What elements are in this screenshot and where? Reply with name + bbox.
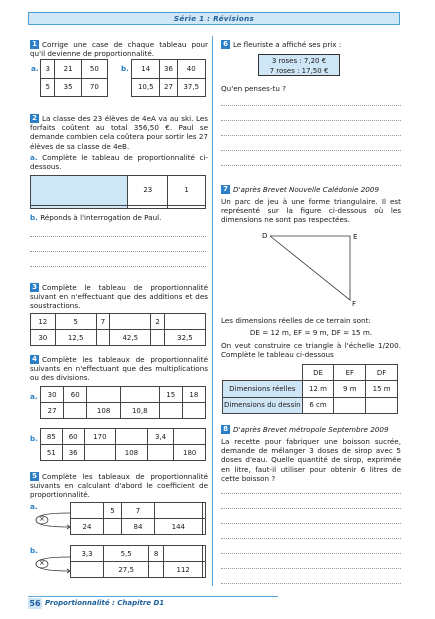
answer-line[interactable] bbox=[221, 165, 401, 166]
answer-line[interactable] bbox=[221, 493, 401, 494]
table-cell[interactable]: 5 bbox=[103, 503, 121, 519]
table-cell[interactable]: 7 bbox=[122, 503, 155, 519]
table-cell[interactable]: 112 bbox=[164, 562, 203, 578]
table-cell[interactable] bbox=[164, 314, 205, 330]
table-cell[interactable]: 12 bbox=[31, 314, 56, 330]
table-cell[interactable]: 10,8 bbox=[120, 403, 159, 419]
table-cell[interactable]: 5 bbox=[55, 314, 96, 330]
table-cell[interactable]: 51 bbox=[41, 445, 63, 461]
table-cell[interactable]: 10,5 bbox=[132, 78, 160, 97]
answer-line[interactable] bbox=[221, 105, 401, 106]
answer-line[interactable] bbox=[30, 266, 206, 267]
page-footer bbox=[28, 596, 278, 608]
table-header-cell: DF bbox=[366, 365, 398, 381]
times-symbol: × bbox=[39, 515, 45, 523]
table-cell[interactable]: 180 bbox=[174, 445, 206, 461]
table-cell[interactable] bbox=[147, 445, 174, 461]
table-cell[interactable] bbox=[103, 519, 121, 535]
table-cell[interactable] bbox=[71, 562, 104, 578]
table-cell[interactable]: 12,5 bbox=[55, 330, 96, 346]
table-cell[interactable]: 108 bbox=[87, 403, 121, 419]
answer-line[interactable] bbox=[221, 568, 401, 569]
exercise-2-a-text: Complète le tableau de proportionnalité ci-dessous. bbox=[30, 153, 208, 172]
table-cell[interactable] bbox=[203, 546, 206, 562]
exercise-2-table bbox=[30, 175, 206, 209]
price-line-1: 3 roses : 7,20 € bbox=[271, 57, 327, 65]
point-e-label: E bbox=[353, 232, 358, 241]
answer-line[interactable] bbox=[221, 135, 401, 136]
exercise-7-dims: DE = 12 m, EF = 9 m, DF = 15 m. bbox=[249, 328, 373, 337]
exercise-1-b-label: b. bbox=[121, 64, 129, 73]
times-symbol: × bbox=[39, 559, 45, 567]
table-cell[interactable]: 144 bbox=[154, 519, 202, 535]
exercise-2-statement bbox=[30, 114, 208, 151]
exercise-7-number: 7 bbox=[221, 185, 230, 194]
row-label: Dimensions du dessin bbox=[223, 397, 303, 413]
table-cell[interactable] bbox=[202, 503, 205, 519]
exercise-1-a-label: a. bbox=[31, 64, 39, 73]
table-cell[interactable]: 85 bbox=[41, 429, 63, 445]
table-cell[interactable] bbox=[84, 445, 116, 461]
table-cell[interactable]: 3 bbox=[41, 60, 55, 79]
exercise-4-a-label: a. bbox=[30, 392, 38, 401]
table-cell[interactable]: 30 bbox=[41, 387, 64, 403]
table-cell[interactable]: 15 bbox=[159, 387, 182, 403]
point-d-label: D bbox=[262, 231, 268, 240]
table-cell[interactable]: 5,5 bbox=[104, 546, 149, 562]
table-cell[interactable]: 6 cm bbox=[302, 397, 334, 413]
exercise-2-a-label: a. bbox=[30, 153, 38, 162]
table-cell[interactable] bbox=[159, 403, 182, 419]
table-cell[interactable]: 8 bbox=[149, 546, 164, 562]
table-cell[interactable] bbox=[64, 403, 87, 419]
table-cell[interactable] bbox=[116, 429, 148, 445]
exercise-4-text: Complète les tableaux de proportionnalité suivants en n'effectuant que des multiplications ou des divisions. bbox=[30, 355, 208, 383]
row-label: Dimensions réelles bbox=[223, 381, 303, 397]
table-cell[interactable]: 32,5 bbox=[164, 330, 205, 346]
table-cell[interactable] bbox=[202, 519, 205, 535]
exercise-2-b-label: b. bbox=[30, 213, 38, 222]
exercise-5-number: 5 bbox=[30, 472, 39, 481]
table-cell[interactable] bbox=[203, 562, 206, 578]
exercise-6-number: 6 bbox=[221, 40, 230, 49]
table-cell[interactable]: 24 bbox=[71, 519, 104, 535]
table-cell[interactable]: 5 bbox=[41, 78, 55, 97]
table-cell[interactable]: 36 bbox=[160, 60, 177, 79]
table-cell[interactable]: 50 bbox=[81, 60, 107, 79]
exercise-5-b-label: b. bbox=[30, 546, 38, 555]
exercise-4-number: 4 bbox=[30, 355, 39, 364]
exercise-6-statement bbox=[221, 40, 401, 49]
table-cell[interactable] bbox=[87, 387, 121, 403]
exercise-8-source: D'après Brevet métropole Septembre 2009 bbox=[233, 425, 389, 434]
table-cell[interactable]: 170 bbox=[84, 429, 116, 445]
exercise-7-scale-text: On veut construire ce triangle à l'échelle 1/200. Complète le tableau ci-dessous bbox=[221, 341, 401, 360]
table-cell[interactable]: 27 bbox=[41, 403, 64, 419]
table-cell[interactable]: 60 bbox=[64, 387, 87, 403]
table-cell[interactable]: 60 bbox=[62, 429, 84, 445]
table-cell[interactable]: 2 bbox=[151, 314, 165, 330]
exercise-2-part-b bbox=[30, 213, 208, 222]
exercise-1-table-b bbox=[131, 59, 206, 97]
table-cell[interactable]: 27 bbox=[160, 78, 177, 97]
exercise-6-text: Le fleuriste a affiché ses prix : bbox=[233, 40, 342, 49]
page-number: 56 bbox=[29, 599, 41, 608]
exercise-3-statement bbox=[30, 283, 208, 311]
exercise-1-table-a bbox=[40, 59, 108, 97]
exercise-5-text: Complète les tableaux de proportionnalité suivants en calculant d'abord le coefficient de proportionnalité. bbox=[30, 472, 208, 500]
exercise-4-b-label: b. bbox=[30, 434, 38, 443]
table-cell[interactable] bbox=[168, 205, 206, 208]
exercise-3-number: 3 bbox=[30, 283, 39, 292]
exercise-4-statement bbox=[30, 355, 208, 383]
table-cell[interactable] bbox=[149, 562, 164, 578]
table-cell[interactable]: 18 bbox=[182, 387, 205, 403]
answer-line[interactable] bbox=[221, 508, 401, 509]
exercise-7-source: D'après Brevet Nouvelle Calédonie 2009 bbox=[233, 185, 380, 194]
exercise-4-table-b bbox=[40, 428, 206, 461]
exercise-8-text: La recette pour fabriquer une boisson sucrée, demande de mélanger 3 doses de sirop avec 5 doses d'eau. Quelle quantité de sirop, exprimée en litre, faut-il utiliser pour obtenir 6 litres de cette boisson ? bbox=[221, 437, 401, 483]
table-cell[interactable] bbox=[71, 503, 104, 519]
chapter-title: Proportionnalité : Chapitre D1 bbox=[45, 599, 165, 607]
table-cell[interactable]: 23 bbox=[128, 176, 168, 206]
exercise-7-text: Un parc de jeu à une forme triangulaire. Il est représenté sur la figure ci-dessous où les dimensions ne sont pas respectées. bbox=[221, 197, 401, 225]
answer-line[interactable] bbox=[221, 583, 401, 584]
table-cell[interactable]: 3,3 bbox=[71, 546, 104, 562]
table-cell[interactable]: 108 bbox=[116, 445, 148, 461]
answer-line[interactable] bbox=[221, 120, 401, 121]
table-cell[interactable]: 42,5 bbox=[110, 330, 151, 346]
exercise-2-part-a bbox=[30, 153, 208, 171]
table-cell[interactable] bbox=[96, 330, 110, 346]
exercise-1-statement bbox=[30, 40, 208, 58]
table-cell[interactable]: 7 bbox=[96, 314, 110, 330]
table-header-cell: EF bbox=[334, 365, 366, 381]
triangle-figure bbox=[255, 228, 365, 308]
point-f-label: F bbox=[352, 299, 357, 308]
table-cell[interactable]: 84 bbox=[122, 519, 155, 535]
table-cell[interactable] bbox=[110, 314, 151, 330]
table-cell[interactable]: 35 bbox=[55, 78, 81, 97]
column-divider bbox=[212, 36, 213, 586]
answer-line[interactable] bbox=[221, 150, 401, 151]
answer-line[interactable] bbox=[30, 251, 206, 252]
exercise-5-a-label: a. bbox=[30, 502, 38, 511]
table-cell[interactable] bbox=[182, 403, 205, 419]
answer-line[interactable] bbox=[221, 538, 401, 539]
answer-line[interactable] bbox=[221, 553, 401, 554]
price-board bbox=[258, 54, 340, 76]
table-cell[interactable]: 12 m bbox=[302, 381, 334, 397]
table-cell[interactable]: 37,5 bbox=[177, 78, 206, 97]
table-cell[interactable] bbox=[31, 205, 128, 208]
exercise-3-text: Complète le tableau de proportionnalité suivant en n'effectuant que des additions et des soustractions. bbox=[30, 283, 208, 311]
table-cell[interactable]: 40 bbox=[177, 60, 206, 79]
coefficient-arrow bbox=[30, 554, 75, 584]
price-line-2: 7 roses : 17,50 € bbox=[269, 67, 329, 75]
exercise-2-text: La classe des 23 élèves de 4eA va au ski. Les forfaits coûtent au total 356,50 €. Paul se demande combien cela coûtera pour sortir les 27 élèves de sa classe de 4eB. bbox=[30, 114, 208, 151]
table-cell[interactable]: 1 bbox=[168, 176, 206, 206]
table-cell[interactable]: 3,4 bbox=[147, 429, 174, 445]
page-header: Série 1 : Révisions bbox=[28, 12, 400, 25]
table-cell[interactable]: 36 bbox=[62, 445, 84, 461]
table-cell[interactable] bbox=[120, 387, 159, 403]
table-cell[interactable] bbox=[366, 397, 398, 413]
table-cell[interactable]: 15 m bbox=[366, 381, 398, 397]
table-cell[interactable] bbox=[334, 397, 366, 413]
answer-line[interactable] bbox=[221, 523, 401, 524]
exercise-6-question: Qu'en penses-tu ? bbox=[221, 84, 286, 93]
table-cell[interactable]: 30 bbox=[31, 330, 56, 346]
exercise-1-number: 1 bbox=[30, 40, 39, 49]
table-cell[interactable] bbox=[151, 330, 165, 346]
exercise-8-title bbox=[221, 425, 401, 434]
exercise-3-table bbox=[30, 313, 206, 346]
exercise-5-table-b bbox=[70, 545, 206, 578]
exercise-7-dims-intro: Les dimensions réelles de ce terrain sont: bbox=[221, 316, 371, 325]
table-cell[interactable]: 21 bbox=[55, 60, 81, 79]
table-cell[interactable] bbox=[128, 205, 168, 208]
exercise-2-number: 2 bbox=[30, 114, 39, 123]
table-header-cell: DE bbox=[302, 365, 334, 381]
exercise-2-b-text: Réponds à l'interrogation de Paul. bbox=[40, 213, 162, 222]
table-cell[interactable]: 14 bbox=[132, 60, 160, 79]
answer-line[interactable] bbox=[30, 236, 206, 237]
table-cell[interactable] bbox=[164, 546, 203, 562]
coefficient-arrow bbox=[30, 510, 75, 540]
table-cell[interactable] bbox=[174, 429, 206, 445]
exercise-7-title bbox=[221, 185, 401, 194]
table-cell[interactable]: 70 bbox=[81, 78, 107, 97]
table-cell[interactable] bbox=[154, 503, 202, 519]
exercise-5-statement bbox=[30, 472, 208, 500]
table-cell[interactable] bbox=[31, 176, 128, 206]
exercise-5-table-a bbox=[70, 502, 206, 535]
table-cell[interactable]: 27,5 bbox=[104, 562, 149, 578]
exercise-1-text: Corrige une case de chaque tableau pour qu'il devienne de proportionnalité. bbox=[30, 40, 208, 59]
exercise-4-table-a bbox=[40, 386, 206, 419]
table-cell[interactable]: 9 m bbox=[334, 381, 366, 397]
table-cell bbox=[223, 365, 303, 381]
exercise-7-table bbox=[222, 364, 398, 414]
exercise-8-number: 8 bbox=[221, 425, 230, 434]
